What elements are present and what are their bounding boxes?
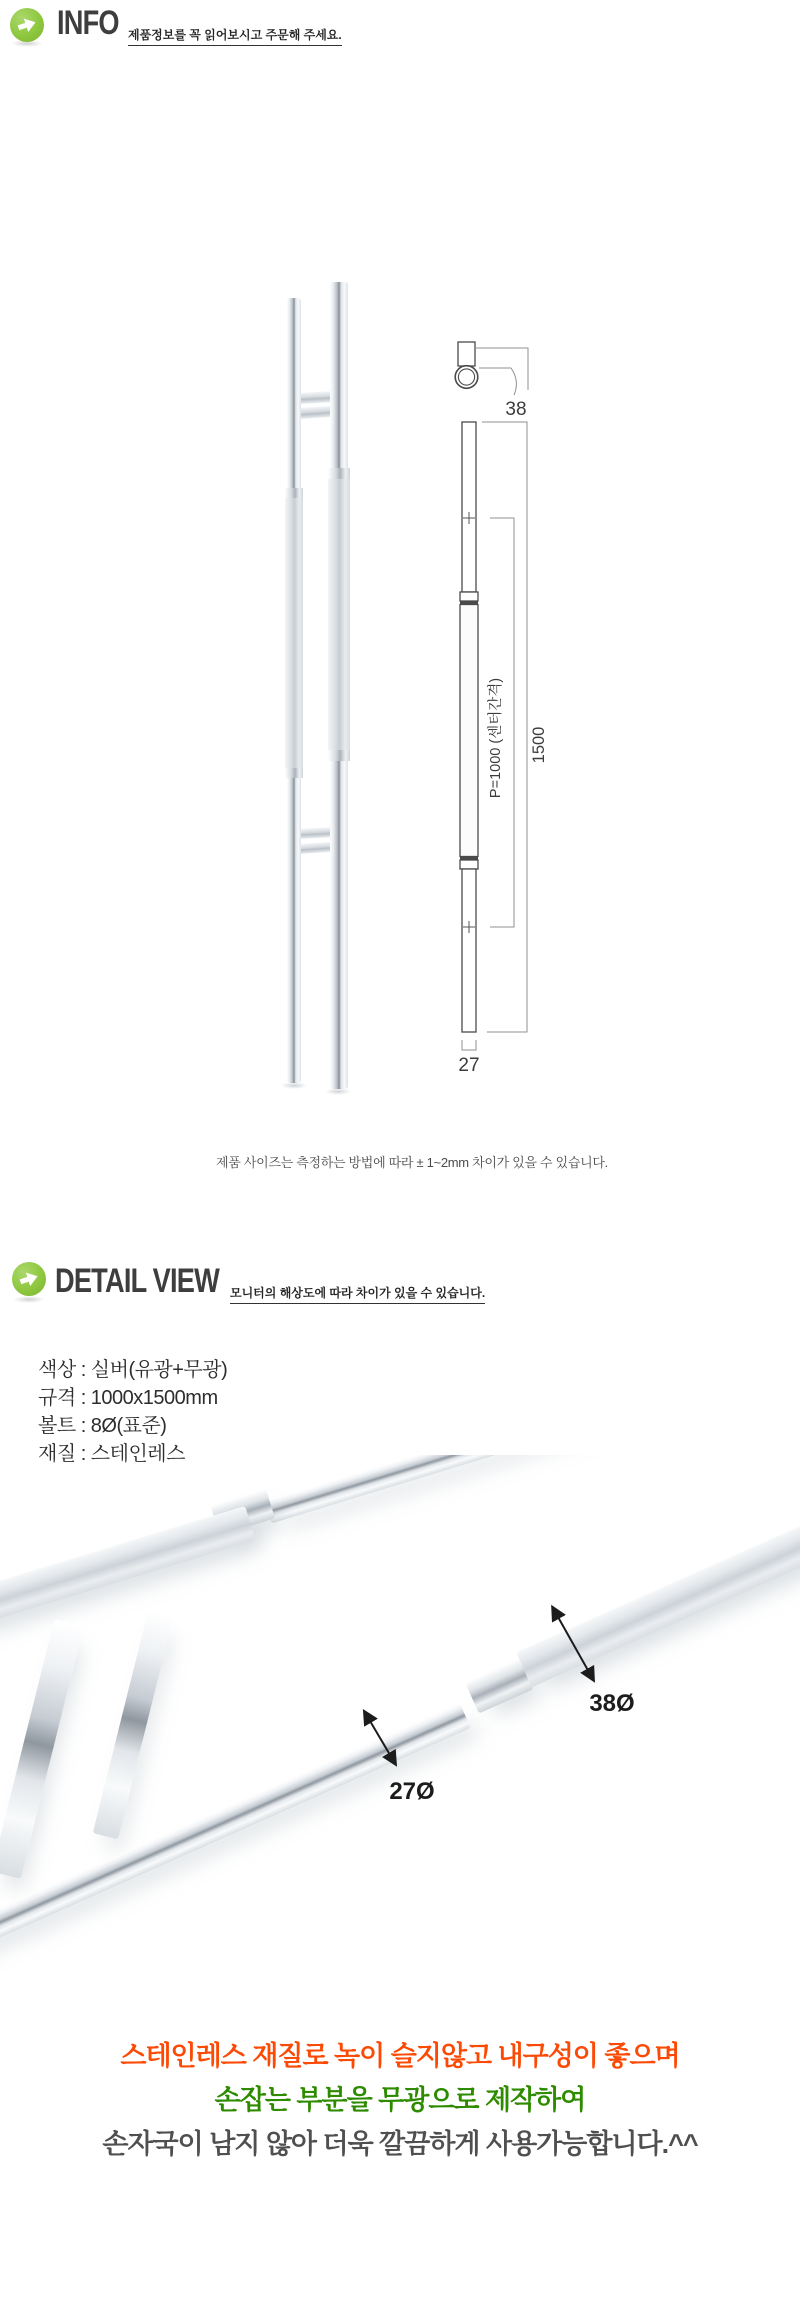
tube-top-thin <box>462 422 476 592</box>
footer-description <box>0 2034 800 2166</box>
back-tube-collar-bottom <box>285 768 303 778</box>
product-specs <box>38 1356 227 1468</box>
front-tube-bottom <box>330 761 348 1089</box>
spec-bolt: 볼트 : 8Ø(표준) <box>38 1415 167 1437</box>
section-plate <box>458 342 475 366</box>
size-tolerance-note: 제품 사이즈는 측정하는 방법에 따라 ± 1~2mm 차이가 있을 수 있습니다. <box>216 1155 608 1170</box>
footer-line-2: 손잡는 부분을 무광으로 제작하여 <box>214 2085 586 2115</box>
arrow-circle-icon <box>10 8 44 42</box>
spec-color: 색상 : 실버(유광+무광) <box>38 1359 228 1381</box>
info-subtitle: 제품정보를 꼭 읽어보시고 주문해 주세요. <box>128 26 342 46</box>
detail-view-subtitle: 모니터의 해상도에 따라 차이가 있을 수 있습니다. <box>230 1284 485 1304</box>
footer-line-1: 스테인레스 재질로 녹이 슬지않고 내구성이 좋으며 <box>120 2041 680 2071</box>
front-tube-top <box>330 282 348 468</box>
front-tube-collar-top <box>328 468 350 479</box>
detail-view-header <box>0 1260 800 1310</box>
dim-line-38 <box>476 348 528 390</box>
right-arrow-icon <box>16 1266 42 1292</box>
right-arrow-icon <box>14 12 40 38</box>
handle-lower-brace-front <box>298 827 334 839</box>
back-tube-top <box>287 298 301 488</box>
arrow-27 <box>370 1721 396 1765</box>
back-tube-bottom <box>287 778 301 1083</box>
handle-product-photo <box>268 276 368 1101</box>
diameter-annotations <box>0 1455 800 2015</box>
dim-leader-38 <box>511 368 516 395</box>
arrow-circle-icon <box>12 1262 46 1296</box>
label-27-diameter: 27Ø <box>389 1778 435 1805</box>
handle-upper-brace-front <box>298 391 335 404</box>
dim-label-38: 38 <box>505 399 527 420</box>
tube-collar-top <box>460 592 478 601</box>
info-header <box>0 4 800 54</box>
tube-collar-bottom <box>460 860 478 869</box>
detail-view-title: DETAIL VIEW <box>55 1262 219 1300</box>
tube-grip <box>460 605 478 857</box>
front-tube-collar-bottom <box>328 750 350 761</box>
back-tube-shadow <box>281 1082 307 1089</box>
back-tube-collar-top <box>285 488 303 498</box>
detail-closeup-photo <box>0 1455 800 2015</box>
info-title: INFO <box>57 4 119 42</box>
footer-line-3: 손자국이 남지 않아 더욱 깔끔하게 사용가능합니다.^^ <box>102 2129 698 2159</box>
back-tube-grip <box>285 498 303 768</box>
arrow-38 <box>558 1617 594 1681</box>
dimension-diagram <box>448 340 558 1085</box>
spec-material: 재질 : 스테인레스 <box>38 1443 185 1465</box>
label-38-diameter: 38Ø <box>589 1690 635 1717</box>
dim-label-27: 27 <box>458 1055 480 1076</box>
dim-label-p1000: P=1000 (센터간격) <box>488 677 504 799</box>
tube-bottom-thin <box>462 869 476 1032</box>
front-tube-shadow <box>325 1088 351 1095</box>
icon-shadow <box>13 1296 45 1303</box>
dim-line-27 <box>462 1040 476 1050</box>
dim-label-1500: 1500 <box>530 726 548 764</box>
spec-size: 규격 : 1000x1500mm <box>38 1387 218 1409</box>
front-tube-grip <box>328 479 350 750</box>
